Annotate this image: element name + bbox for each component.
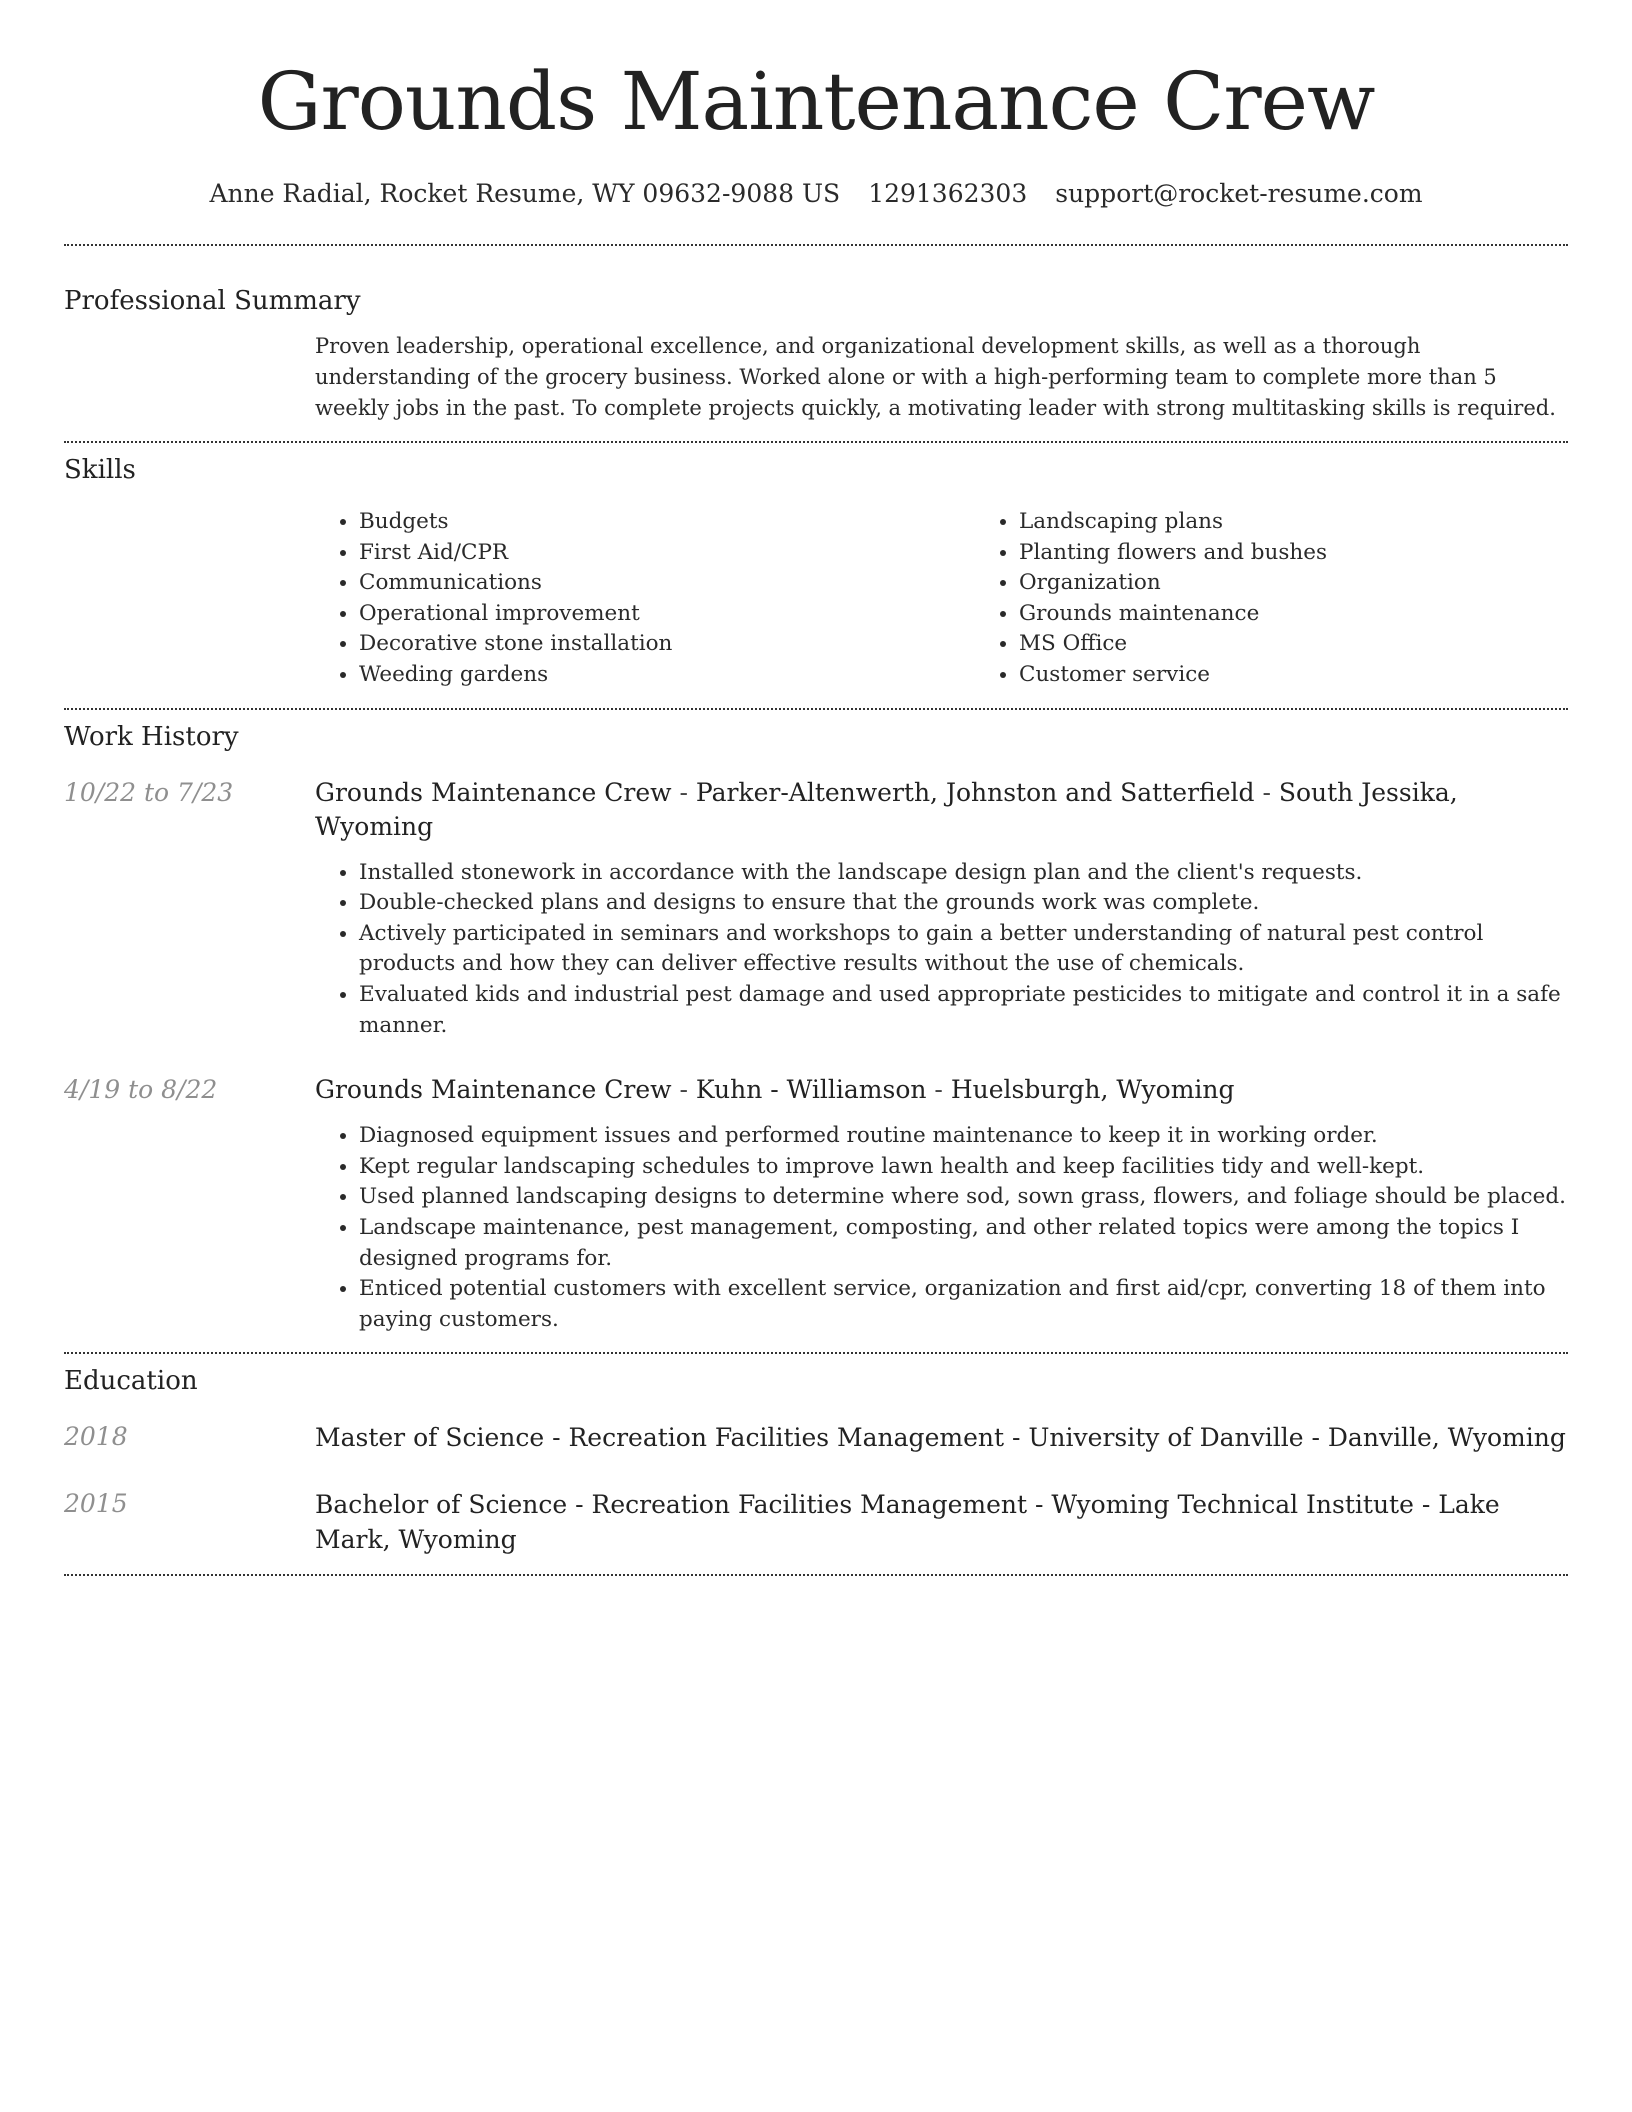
- education-field: Recreation Facilities Management: [591, 1490, 1028, 1520]
- list-item: • Actively participated in seminars and workshops to gain a better understanding of natural pest control products and how they can deliver effective results without the use of chemicals.: [359, 919, 1568, 980]
- job-heading: Grounds Maintenance Crew - Parker-Altenwerth, Johnston and Satterfield - South Jessika, Wyoming: [315, 777, 1458, 841]
- job-location: South Jessika, Wyoming: [315, 777, 1458, 841]
- job-bullets: [315, 858, 1568, 1042]
- section-heading-summary: Professional Summary: [64, 286, 361, 316]
- education-field: Recreation Facilities Management: [568, 1423, 1005, 1453]
- job-title: Grounds Maintenance Crew: [315, 1075, 672, 1105]
- education-year: 2018: [64, 1422, 128, 1452]
- job-dates: 10/22 to 7/23: [64, 777, 234, 807]
- skill-item: • First Aid/CPR: [359, 538, 975, 569]
- contact-address: Anne Radial, Rocket Resume, WY 09632-9088 US: [209, 179, 841, 208]
- education-heading: Master of Science - Recreation Facilities Management - University of Danville - Danville, Wyoming: [315, 1423, 1566, 1453]
- job-company: Parker-Altenwerth, Johnston and Satterfield: [695, 777, 1255, 807]
- education-entry: [64, 1420, 1568, 1455]
- skill-item: • Landscaping plans: [1019, 507, 1568, 538]
- list-item: • Used planned landscaping designs to determine where sod, sown grass, flowers, and foliage should be placed.: [359, 1182, 1568, 1213]
- job-heading: Grounds Maintenance Crew - Kuhn - Williamson - Huelsburgh, Wyoming: [315, 1075, 1235, 1105]
- section-heading-skills: Skills: [64, 455, 136, 485]
- list-item: • Enticed potential customers with excellent service, organization and first aid/cpr, converting 18 of them into paying customers.: [359, 1274, 1568, 1335]
- job-entry: [64, 1073, 1568, 1335]
- education-year: 2015: [64, 1489, 128, 1519]
- education-degree: Master of Science: [315, 1423, 545, 1453]
- skill-item: • Grounds maintenance: [1019, 599, 1568, 630]
- education-section: [64, 1354, 1568, 1574]
- skill-item: • Decorative stone installation: [359, 629, 975, 660]
- skill-item: • Communications: [359, 568, 975, 599]
- job-bullets: [315, 1121, 1568, 1335]
- skills-list: [315, 507, 1568, 691]
- skill-item: • Budgets: [359, 507, 975, 538]
- skill-item: • MS Office: [1019, 629, 1568, 660]
- education-school: Wyoming Technical Institute: [1051, 1490, 1414, 1520]
- skills-section: [64, 443, 1568, 708]
- list-item: • Evaluated kids and industrial pest damage and used appropriate pesticides to mitigate and control it in a safe manner.: [359, 980, 1568, 1041]
- work-history-section: [64, 710, 1568, 1353]
- skill-item: • Operational improvement: [359, 599, 975, 630]
- skills-column-2: [975, 507, 1568, 691]
- skill-item: • Organization: [1019, 568, 1568, 599]
- education-degree: Bachelor of Science: [315, 1490, 568, 1520]
- list-item: • Installed stonework in accordance with the landscape design plan and the client's requests.: [359, 858, 1568, 889]
- education-school: University of Danville: [1028, 1423, 1304, 1453]
- skill-item: • Customer service: [1019, 660, 1568, 691]
- job-dates: 4/19 to 8/22: [64, 1075, 218, 1105]
- divider: [64, 1574, 1568, 1576]
- contact-email: support@rocket-resume.com: [1055, 179, 1423, 208]
- skills-column-1: [315, 507, 975, 691]
- job-entry: [64, 776, 1568, 1042]
- section-heading-education: Education: [64, 1366, 198, 1397]
- summary-section: [64, 246, 1568, 441]
- job-company: Kuhn - Williamson: [695, 1075, 927, 1105]
- resume-header: [64, 0, 1568, 210]
- skill-item: • Planting flowers and bushes: [1019, 538, 1568, 569]
- education-heading: Bachelor of Science - Recreation Facilities Management - Wyoming Technical Institute - Lake Mark, Wyoming: [315, 1490, 1500, 1555]
- education-location: Lake Mark, Wyoming: [315, 1490, 1500, 1555]
- page-title: Grounds Maintenance Crew: [257, 55, 1375, 148]
- summary-text: Proven leadership, operational excellence, and organizational development skills, as well as a thorough understanding of the grocery business. Worked alone or with a high-performing team to complete more than 5 weekly jobs in the past. To complete projects quickly, a motivating leader with strong multitasking skills is required.: [315, 334, 1556, 420]
- job-title: Grounds Maintenance Crew: [315, 777, 672, 807]
- contact-line: [64, 178, 1568, 210]
- list-item: • Landscape maintenance, pest management, composting, and other related topics were among the topics I designed programs for.: [359, 1213, 1568, 1274]
- job-location: Huelsburgh, Wyoming: [950, 1075, 1235, 1105]
- list-item: • Diagnosed equipment issues and performed routine maintenance to keep it in working order.: [359, 1121, 1568, 1152]
- section-heading-work: Work History: [64, 721, 239, 752]
- list-item: • Double-checked plans and designs to ensure that the grounds work was complete.: [359, 888, 1568, 919]
- skill-item: • Weeding gardens: [359, 660, 975, 691]
- education-location: Danville, Wyoming: [1327, 1423, 1566, 1453]
- list-item: • Kept regular landscaping schedules to improve lawn health and keep facilities tidy and well-kept.: [359, 1152, 1568, 1183]
- education-entry: [64, 1487, 1568, 1557]
- contact-phone: 1291362303: [868, 179, 1028, 208]
